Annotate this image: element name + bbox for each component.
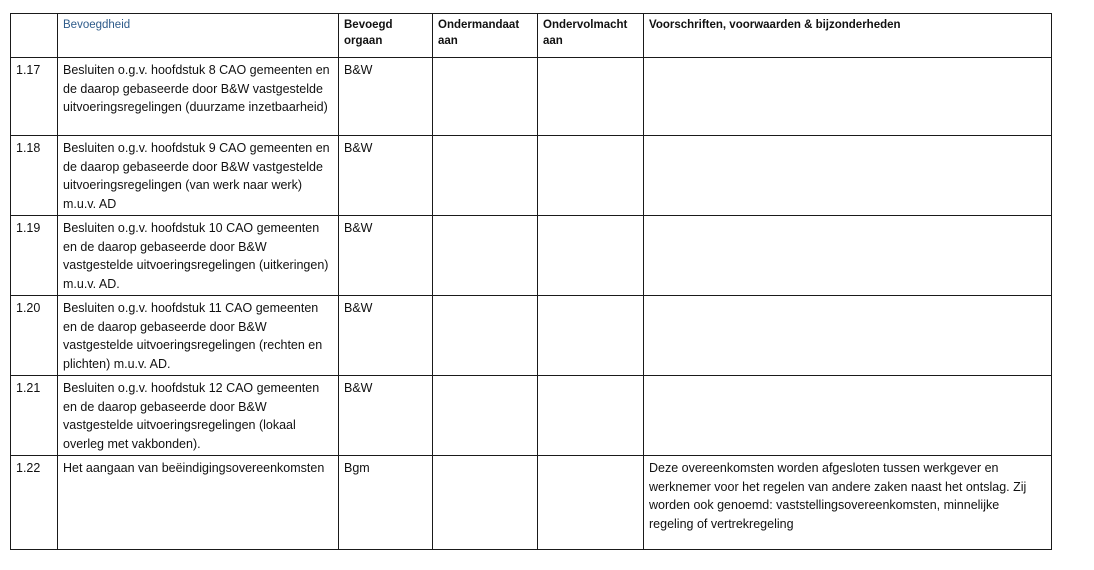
table-row [11,456,1052,550]
row-voorschriften [644,296,1052,376]
row-voorschriften [644,136,1052,216]
row-number: 1.20 [11,296,58,376]
row-number: 1.19 [11,216,58,296]
row-voorschriften: Deze overeenkomsten worden afgesloten tussen werkgever en werknemer voor het regelen van andere zaken naast het ontslag. Zij worden ook genoemd: vaststellingsovereenkomsten, minnelijke regeling of vertrekregeling [644,456,1052,550]
header-nr [11,14,58,58]
row-bevoegdheid: Besluiten o.g.v. hoofdstuk 12 CAO gemeenten en de daarop gebaseerde door B&W vastgestelde uitvoeringsregelingen (lokaal overleg met vakbonden). [58,376,339,456]
row-bevoegdheid: Besluiten o.g.v. hoofdstuk 10 CAO gemeenten en de daarop gebaseerde door B&W vastgestelde uitvoeringsregelingen (uitkeringen) m.u.v. AD. [58,216,339,296]
row-number: 1.17 [11,58,58,136]
row-bevoegdheid: Besluiten o.g.v. hoofdstuk 11 CAO gemeenten en de daarop gebaseerde door B&W vastgestelde uitvoeringsregelingen (rechten en plichten) m.u.v. AD. [58,296,339,376]
row-ondervolmacht [538,216,644,296]
row-voorschriften [644,376,1052,456]
row-orgaan: B&W [339,58,433,136]
row-bevoegdheid: Het aangaan van beëindigingsovereenkomsten [58,456,339,550]
row-ondermandaat [433,376,538,456]
table-row [11,296,1052,376]
header-voorschriften: Voorschriften, voorwaarden & bijzonderheden [644,14,1052,58]
row-ondermandaat [433,456,538,550]
table-header-row [11,14,1052,58]
header-ondervolmacht: Ondervolmacht aan [538,14,644,58]
header-bevoegd-orgaan: Bevoegd orgaan [339,14,433,58]
table-row [11,376,1052,456]
row-ondervolmacht [538,376,644,456]
row-orgaan: B&W [339,136,433,216]
row-orgaan: B&W [339,376,433,456]
row-bevoegdheid: Besluiten o.g.v. hoofdstuk 8 CAO gemeenten en de daarop gebaseerde door B&W vastgestelde uitvoeringsregelingen (duurzame inzetbaarheid) [58,58,339,136]
row-ondervolmacht [538,136,644,216]
table-row [11,58,1052,136]
mandate-table [10,13,1052,550]
row-number: 1.18 [11,136,58,216]
row-ondermandaat [433,296,538,376]
row-number: 1.22 [11,456,58,550]
row-orgaan: Bgm [339,456,433,550]
header-ondermandaat: Ondermandaat aan [433,14,538,58]
row-orgaan: B&W [339,296,433,376]
row-ondermandaat [433,58,538,136]
row-ondermandaat [433,136,538,216]
row-orgaan: B&W [339,216,433,296]
table-row [11,216,1052,296]
row-ondervolmacht [538,456,644,550]
row-voorschriften [644,58,1052,136]
row-ondermandaat [433,216,538,296]
row-bevoegdheid: Besluiten o.g.v. hoofdstuk 9 CAO gemeenten en de daarop gebaseerde door B&W vastgestelde uitvoeringsregelingen (van werk naar werk) m.u.v. AD [58,136,339,216]
row-ondervolmacht [538,58,644,136]
row-ondervolmacht [538,296,644,376]
row-voorschriften [644,216,1052,296]
header-bevoegdheid: Bevoegdheid [58,14,339,58]
table-row [11,136,1052,216]
row-number: 1.21 [11,376,58,456]
